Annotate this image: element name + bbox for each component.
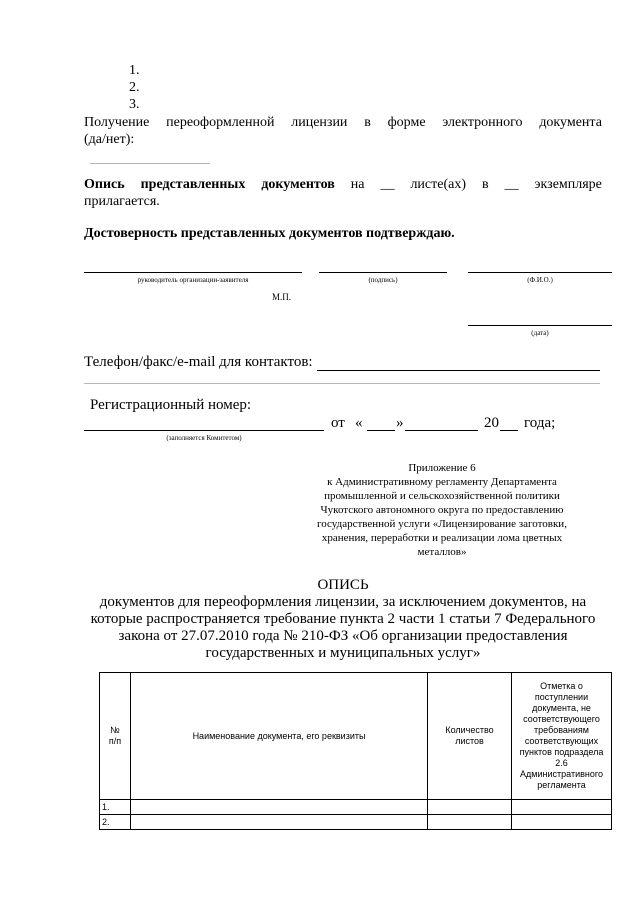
- confirmation-text: Достоверность представленных документов подтверждаю.: [84, 226, 455, 241]
- contacts-label: Телефон/факс/e-mail для контактов:: [84, 354, 313, 370]
- fio-line[interactable]: [468, 272, 612, 273]
- word: Опись: [84, 177, 125, 192]
- word: __: [380, 177, 395, 192]
- header-mark-line: соответствующего: [523, 714, 600, 724]
- electronic-doc-line2: (да/нет):: [84, 132, 135, 147]
- opis-block: [84, 577, 602, 662]
- registration-day-line[interactable]: [367, 430, 395, 431]
- table-row: [100, 815, 612, 830]
- header-sheets-line2: листов: [455, 736, 484, 746]
- registration-year-prefix: 20: [484, 415, 499, 431]
- header-mark-line: Административного: [520, 769, 603, 779]
- date-caption: (дата): [531, 329, 549, 337]
- table-row: [100, 800, 612, 815]
- signature-line[interactable]: [319, 272, 447, 273]
- opis-line: документов для переоформления лицензии, за исключением документов, на: [99, 594, 587, 610]
- row-name-cell[interactable]: [131, 815, 428, 830]
- head-caption: руководитель организации-заявителя: [137, 276, 249, 284]
- table-header-row: [100, 673, 612, 800]
- list-number-1: 1.: [129, 63, 140, 78]
- header-num-line2: п/п: [108, 736, 122, 746]
- word: Получение: [84, 115, 150, 130]
- header-mark-line: регламента: [537, 780, 586, 790]
- registration-month-line[interactable]: [405, 430, 478, 431]
- contacts-extra-line[interactable]: [84, 383, 600, 384]
- registration-open-quote: «: [355, 415, 363, 431]
- registration-number-line[interactable]: [84, 430, 324, 431]
- word: в: [481, 177, 489, 192]
- header-num: [100, 673, 131, 800]
- appendix-line: металлов»: [417, 546, 467, 558]
- header-sheets: [428, 673, 512, 800]
- appendix-line: государственной услуги «Лицензирование заготовки,: [317, 518, 567, 530]
- row-num: 2.: [100, 815, 131, 830]
- header-mark-line: документа, не: [532, 703, 591, 713]
- row-name-cell[interactable]: [131, 800, 428, 815]
- registration-caption: (заполняется Комитетом): [166, 434, 242, 442]
- appendix-line: к Административному регламенту Департамента: [327, 476, 557, 488]
- electronic-doc-answer-line[interactable]: [90, 163, 210, 164]
- row-num: 1.: [100, 800, 131, 815]
- header-mark-line: соответствующих: [524, 736, 599, 746]
- registration-year-suffix: года;: [524, 415, 556, 431]
- word: форме: [387, 115, 426, 130]
- registration-label: Регистрационный номер:: [90, 397, 252, 413]
- appendix-line: хранения, переработки и реализации лома цветных: [321, 532, 563, 544]
- list-number-3: 3.: [129, 97, 140, 112]
- word: экземпляре: [534, 177, 602, 192]
- inventory-line1: [84, 176, 602, 193]
- word: __: [504, 177, 519, 192]
- row-mark-cell[interactable]: [512, 800, 612, 815]
- inventory-line2: прилагается.: [84, 194, 160, 209]
- word: лицензии: [291, 115, 348, 130]
- documents-table: [99, 672, 612, 830]
- registration-from: от: [331, 415, 345, 431]
- opis-line: которые распространяется требование пункта 2 части 1 статьи 7 Федерального: [90, 611, 596, 627]
- contacts-line[interactable]: [317, 370, 600, 371]
- header-sheets-line1: Количество: [445, 725, 494, 735]
- header-mark-line: Отметка о: [540, 681, 583, 691]
- word: листе(ах): [410, 177, 466, 192]
- appendix-line: Чукотского автономного округа по предоставлению: [320, 504, 564, 516]
- opis-line: закона от 27.07.2010 года № 210-ФЗ «Об организации предоставления: [118, 628, 568, 644]
- stamp-label: М.П.: [272, 292, 292, 302]
- word: на: [350, 177, 365, 192]
- date-line[interactable]: [468, 325, 612, 326]
- header-mark-line: 2.6: [555, 758, 568, 768]
- word: документов: [261, 177, 335, 192]
- word: переоформленной: [166, 115, 275, 130]
- word: в: [364, 115, 371, 130]
- header-mark-line: требованиям: [534, 725, 589, 735]
- row-mark-cell[interactable]: [512, 815, 612, 830]
- registration-close-quote: »: [396, 415, 404, 431]
- word: электронного: [442, 115, 523, 130]
- header-mark-line: поступлении: [534, 692, 589, 702]
- header-mark: [512, 673, 612, 800]
- head-signature-line[interactable]: [84, 272, 302, 273]
- fio-caption: (Ф.И.О.): [527, 276, 553, 284]
- row-sheets-cell[interactable]: [428, 815, 512, 830]
- header-num-line1: №: [110, 725, 120, 735]
- word: представленных: [140, 177, 246, 192]
- row-sheets-cell[interactable]: [428, 800, 512, 815]
- list-number-2: 2.: [129, 80, 140, 95]
- opis-line: государственных и муниципальных услуг»: [205, 645, 481, 661]
- appendix-block: [284, 461, 600, 559]
- header-mark-line: пунктов подраздела: [519, 747, 604, 757]
- registration-year-line[interactable]: [500, 430, 518, 431]
- header-name: Наименование документа, его реквизиты: [131, 673, 428, 800]
- appendix-line: промышленной и сельскохозяйственной политики: [324, 490, 560, 502]
- appendix-title: Приложение 6: [408, 462, 476, 474]
- signature-caption: (подпись): [368, 276, 398, 284]
- opis-title: ОПИСЬ: [317, 577, 369, 593]
- word: документа: [539, 115, 602, 130]
- electronic-doc-line1: [84, 114, 602, 131]
